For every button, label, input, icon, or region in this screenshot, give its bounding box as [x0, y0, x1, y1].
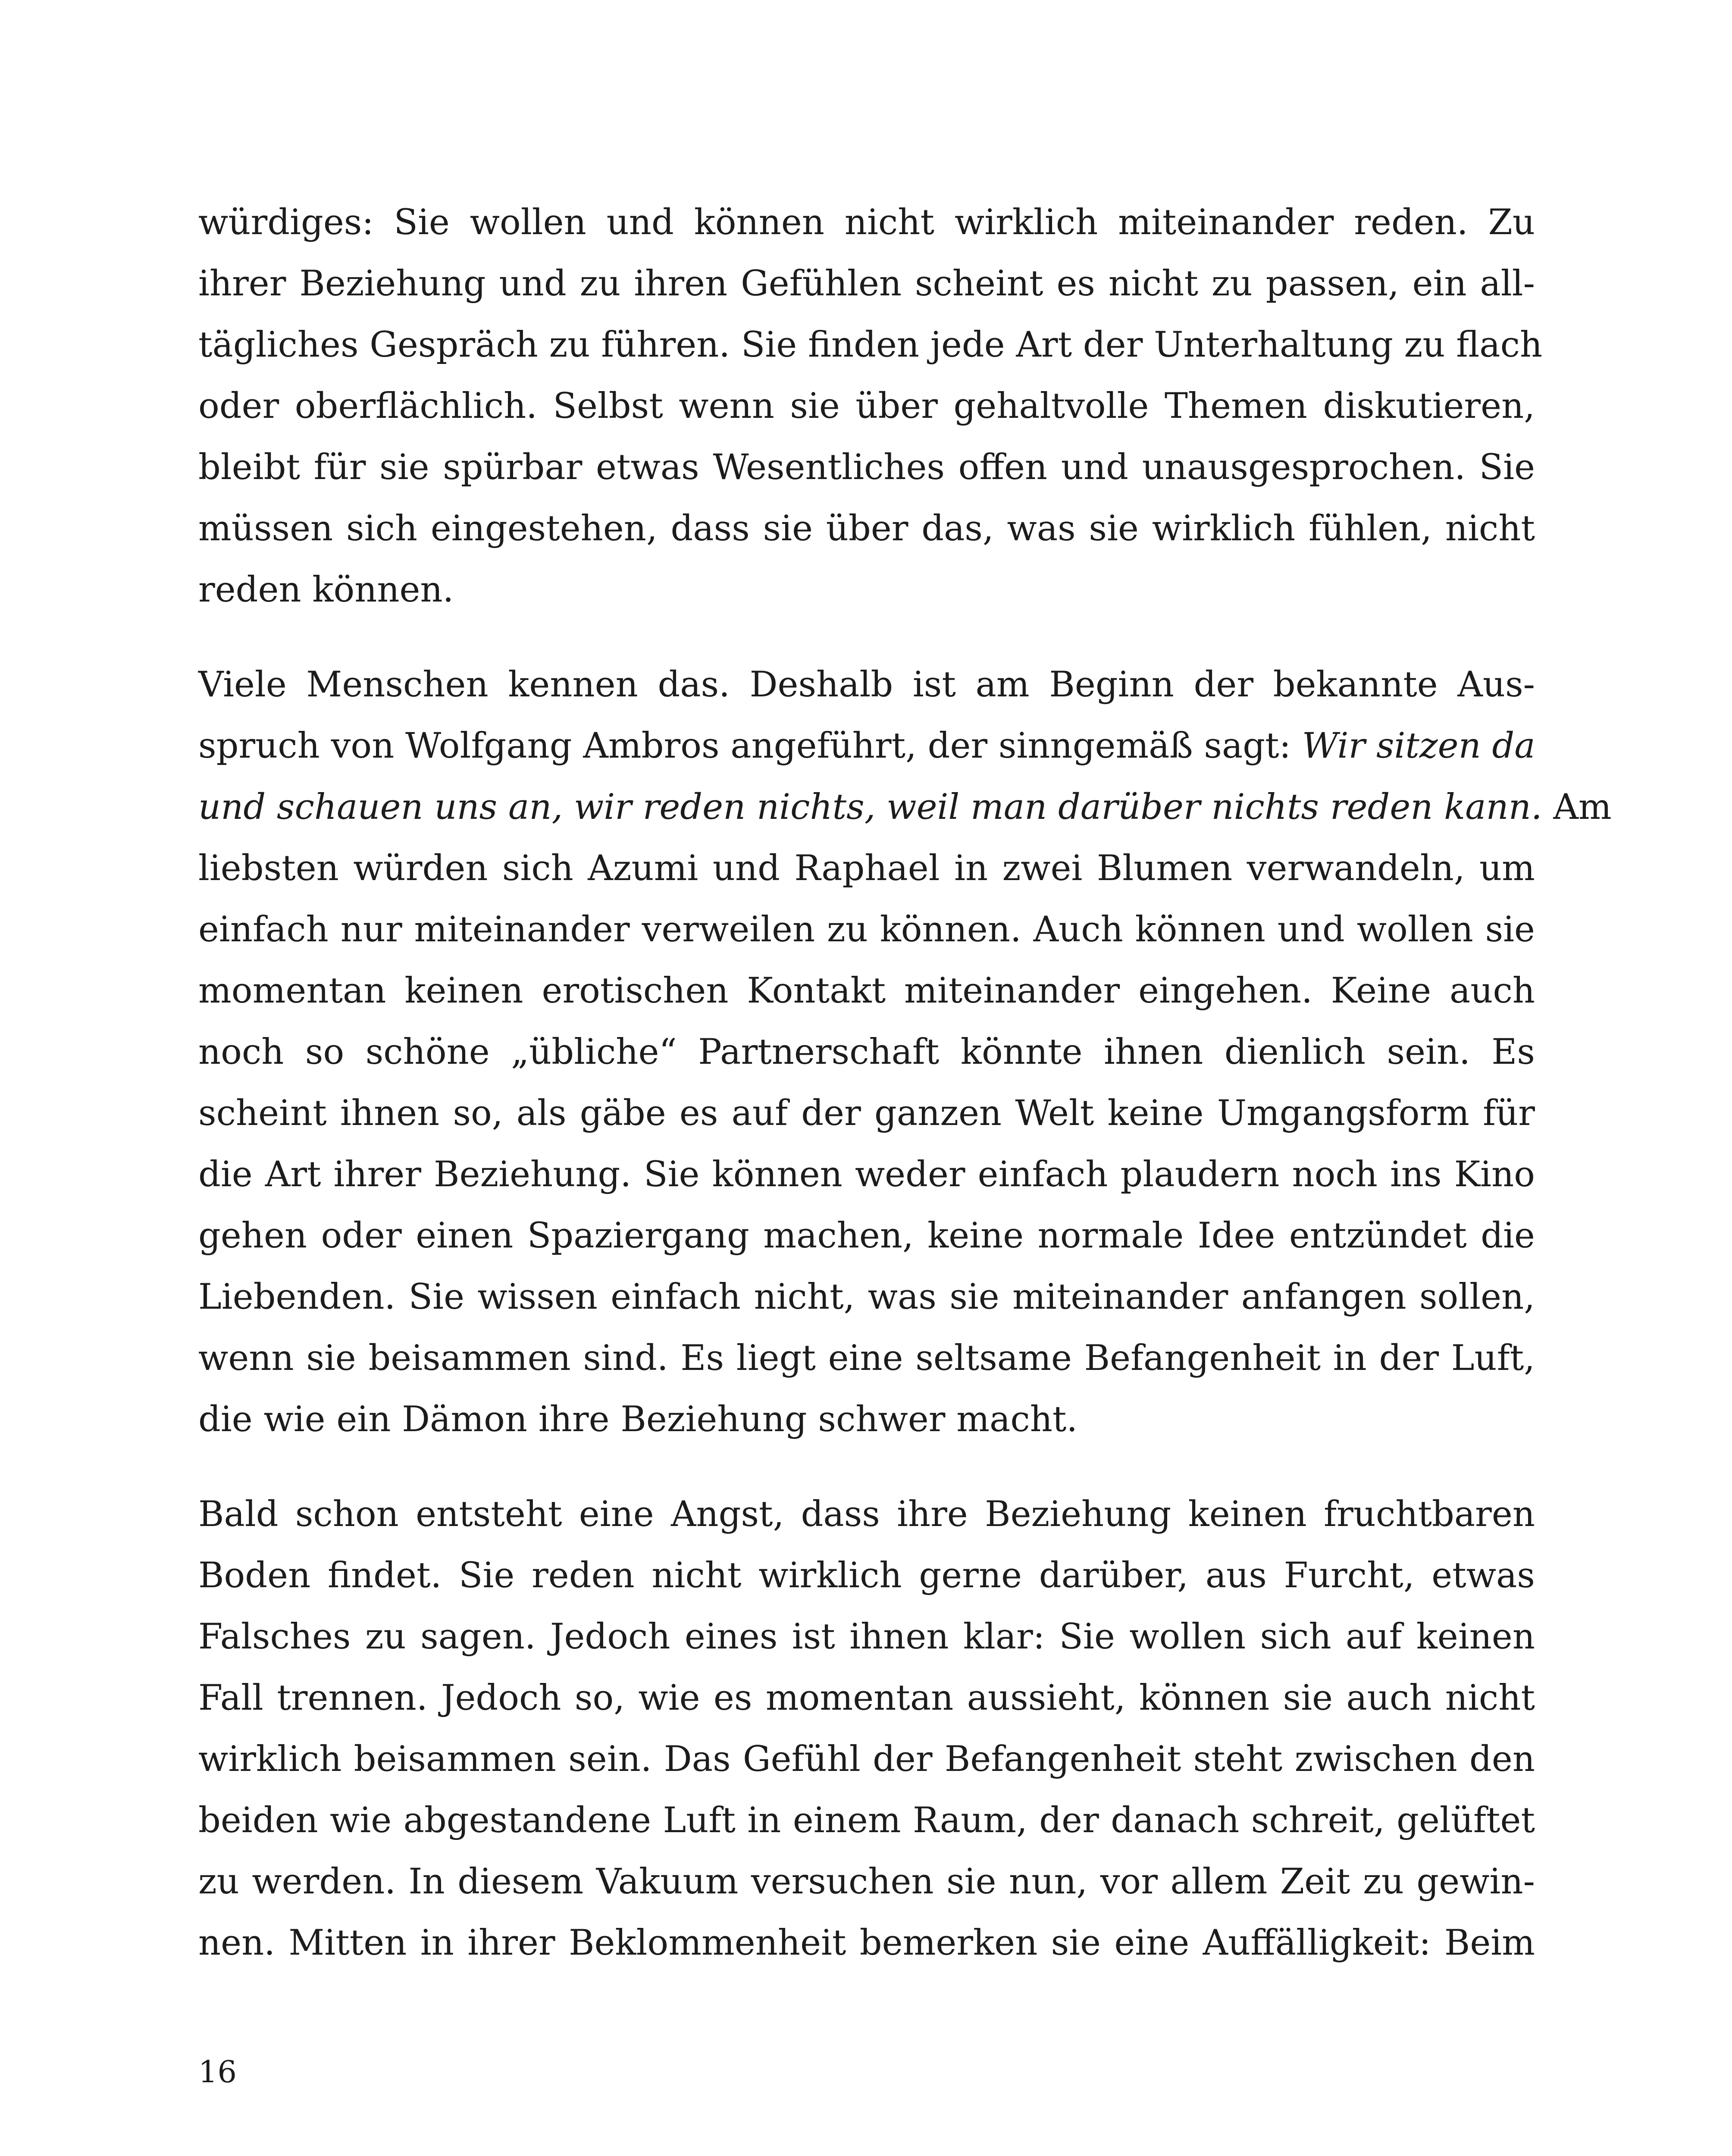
text-line: reden können. — [198, 570, 454, 610]
page-number: 16 — [198, 2054, 237, 2090]
text-line: zu werden. In diesem Vakuum versuchen sie nun, vor allem Zeit zu gewin- — [198, 1861, 1535, 1902]
text-line: scheint ihnen so, als gäbe es auf der ganzen Welt keine Umgangsform für — [198, 1093, 1535, 1134]
text-line — [198, 777, 1612, 838]
text-line: Bald schon entsteht eine Angst, dass ihre Beziehung keinen fruchtbaren — [198, 1494, 1535, 1535]
text-line: würdiges: Sie wollen und können nicht wirklich miteinander reden. Zu — [198, 202, 1535, 243]
quote-italic: und schauen uns an, wir reden nichts, weil man darüber nichts reden kann. — [198, 787, 1542, 827]
text-line: ihrer Beziehung und zu ihren Gefühlen scheint es nicht zu passen, ein all- — [198, 263, 1535, 304]
text-line: die wie ein Dämon ihre Beziehung schwer macht. — [198, 1399, 1078, 1440]
text-run: Am — [1542, 787, 1612, 827]
text-line: tägliches Gespräch zu führen. Sie finden jede Art der Unterhaltung zu flach — [198, 325, 1543, 365]
text-line: gehen oder einen Spaziergang machen, keine normale Idee entzündet die — [198, 1216, 1535, 1256]
quote-italic: Wir sitzen da — [1302, 726, 1535, 766]
paragraph-2 — [198, 654, 1612, 1450]
text-line: wenn sie beisammen sind. Es liegt eine seltsame Befangenheit in der Luft, — [198, 1338, 1535, 1379]
body-text — [198, 192, 1612, 2007]
text-line: oder oberflächlich. Selbst wenn sie über gehaltvolle Themen diskutieren, — [198, 386, 1535, 426]
paragraph-1 — [198, 192, 1543, 620]
text-line: momentan keinen erotischen Kontakt miteinander eingehen. Keine auch — [198, 971, 1535, 1011]
text-line: wirklich beisammen sein. Das Gefühl der Befangenheit steht zwischen den — [198, 1739, 1535, 1780]
text-run: spruch von Wolfgang Ambros angeführt, der sinngemäß sagt: — [198, 726, 1302, 766]
text-line: müssen sich eingestehen, dass sie über das, was sie wirklich fühlen, nicht — [198, 508, 1535, 549]
text-line: noch so schöne „übliche“ Partnerschaft könnte ihnen dienlich sein. Es — [198, 1032, 1535, 1072]
paragraph-3 — [198, 1484, 1535, 1974]
text-line: einfach nur miteinander verweilen zu können. Auch können und wollen sie — [198, 909, 1535, 950]
text-line: nen. Mitten in ihrer Beklommenheit bemerken sie eine Auffälligkeit: Beim — [198, 1923, 1535, 1963]
text-line: Liebenden. Sie wissen einfach nicht, was sie miteinander anfangen sollen, — [198, 1277, 1535, 1317]
text-line: die Art ihrer Beziehung. Sie können weder einfach plaudern noch ins Kino — [198, 1154, 1535, 1195]
text-line: beiden wie abgestandene Luft in einem Raum, der danach schreit, gelüftet — [198, 1800, 1535, 1841]
text-line: Fall trennen. Jedoch so, wie es momentan aussieht, können sie auch nicht — [198, 1678, 1535, 1718]
text-line: Viele Menschen kennen das. Deshalb ist am Beginn der bekannte Aus- — [198, 664, 1535, 705]
text-line: bleibt für sie spürbar etwas Wesentliches offen und unausgesprochen. Sie — [198, 447, 1535, 488]
text-line: Boden findet. Sie reden nicht wirklich gerne darüber, aus Furcht, etwas — [198, 1555, 1535, 1596]
text-line — [198, 715, 1535, 777]
text-line: liebsten würden sich Azumi und Raphael in zwei Blumen verwandeln, um — [198, 848, 1535, 889]
text-line: Falsches zu sagen. Jedoch eines ist ihnen klar: Sie wollen sich auf keinen — [198, 1617, 1535, 1657]
